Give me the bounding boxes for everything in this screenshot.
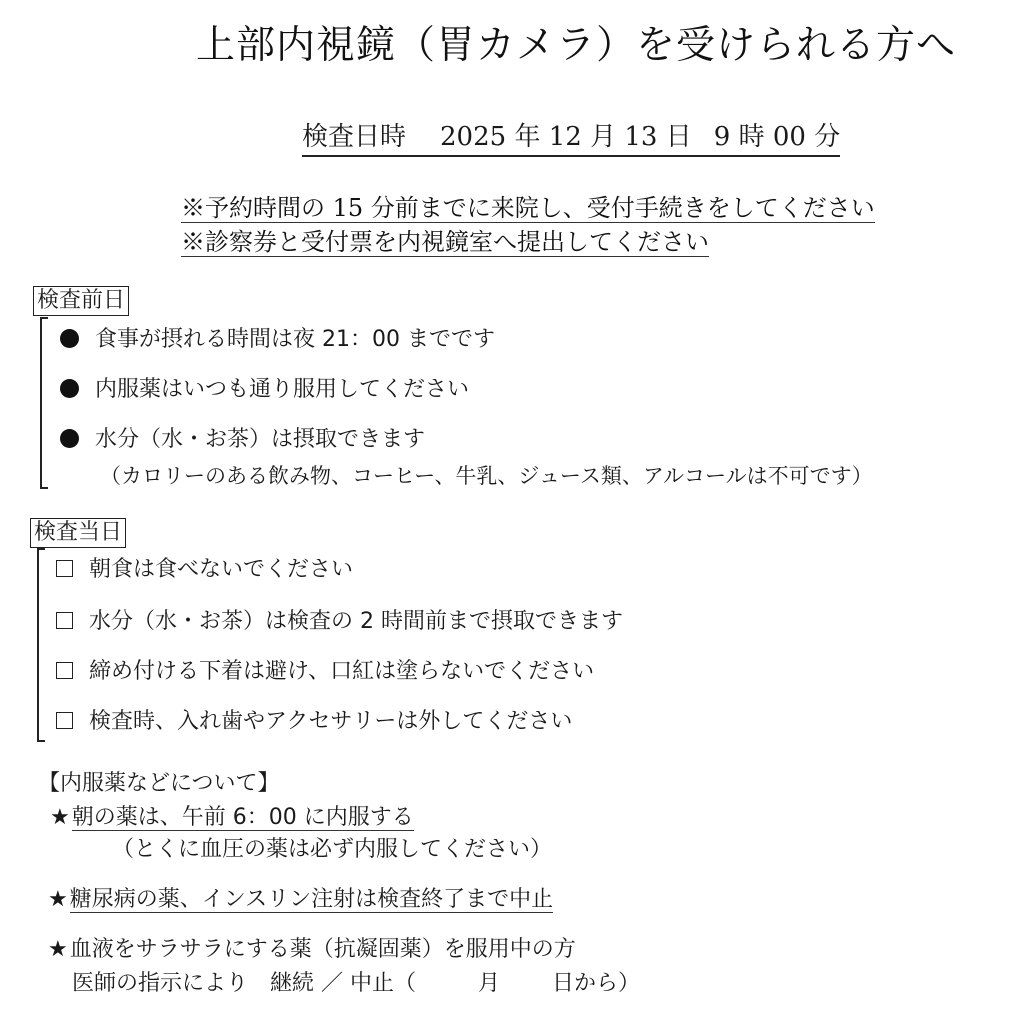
day-unit: 日	[665, 122, 692, 152]
checkbox-icon	[56, 560, 73, 577]
exam-year: 2025	[440, 122, 507, 152]
section-heading-medication: 【内服薬などについて】	[38, 771, 280, 796]
checkbox-icon	[56, 662, 73, 679]
list-item	[60, 372, 469, 403]
exam-datetime	[302, 116, 840, 157]
checklist-item-text: 検査時、入れ歯やアクセサリーは外してください	[89, 709, 573, 734]
star-icon: ★	[50, 805, 70, 830]
instruction-suffix: 日から）	[552, 971, 641, 996]
instruction-prefix: 医師の指示により 継続 ／ 中止（	[72, 971, 416, 996]
medication-anticoagulant-text: 血液をサラサラにする薬（抗凝固薬）を服用中の方	[69, 937, 576, 962]
star-icon: ★	[48, 937, 68, 962]
exam-date-label: 検査日時	[302, 122, 407, 152]
bracket-exam-day	[37, 548, 45, 742]
exam-month: 12	[548, 122, 582, 152]
medication-doctor-instruction	[72, 966, 640, 997]
bullet-icon	[60, 379, 79, 398]
checkbox-icon	[56, 612, 73, 629]
list-item-text: 食事が摂れる時間は夜 21：00 までです	[95, 327, 495, 352]
exam-day: 13	[624, 122, 658, 152]
exam-minute: 00	[772, 122, 806, 152]
checklist-item	[56, 704, 572, 735]
medication-morning-text: 朝の薬は、午前 6：00 に内服する	[71, 805, 414, 830]
month-unit: 月	[590, 122, 617, 152]
list-item-note: （カロリーのある飲み物、コーヒー、牛乳、ジュース類、アルコールは不可です）	[100, 464, 873, 488]
hour-unit: 時	[738, 122, 765, 152]
checklist-item-text: 朝食は食べないでください	[89, 557, 354, 582]
star-icon: ★	[48, 887, 68, 912]
year-unit: 年	[514, 122, 541, 152]
medication-morning	[50, 800, 414, 831]
bullet-icon	[60, 329, 79, 348]
medication-morning-note: （とくに血圧の薬は必ず内服してください）	[112, 837, 553, 862]
notice-arrival	[181, 188, 875, 223]
checklist-item	[56, 604, 623, 635]
checklist-item-text: 締め付ける下着は避け、口紅は塗らないでください	[89, 659, 595, 684]
notice-documents	[181, 222, 709, 257]
list-item-text: 水分（水・お茶）は摂取できます	[95, 427, 426, 452]
bracket-day-before	[40, 317, 48, 489]
minute-unit: 分	[814, 122, 841, 152]
instruction-month: 月	[478, 971, 501, 996]
notice-documents-text: ※診察券と受付票を内視鏡室へ提出してください	[181, 228, 709, 256]
checkbox-icon	[56, 712, 73, 729]
medication-diabetes	[48, 882, 553, 913]
list-item	[60, 322, 495, 353]
notice-arrival-text: ※予約時間の 15 分前までに来院し、受付手続きをしてください	[181, 194, 875, 222]
checklist-item-text: 水分（水・お茶）は検査の 2 時間前まで摂取できます	[89, 609, 623, 634]
section-heading-day-before: 検査前日	[33, 286, 129, 316]
document-title: 上部内視鏡（胃カメラ）を受けられる方へ	[196, 23, 957, 68]
section-heading-exam-day: 検査当日	[30, 518, 126, 548]
medication-anticoagulant	[48, 932, 576, 963]
checklist-item	[56, 654, 594, 685]
list-item-text: 内服薬はいつも通り服用してください	[95, 377, 470, 402]
list-item	[60, 422, 425, 453]
checklist-item	[56, 552, 353, 583]
exam-hour: 9	[713, 122, 731, 152]
medication-diabetes-text: 糖尿病の薬、インスリン注射は検査終了まで中止	[69, 887, 554, 912]
bullet-icon	[60, 429, 79, 448]
